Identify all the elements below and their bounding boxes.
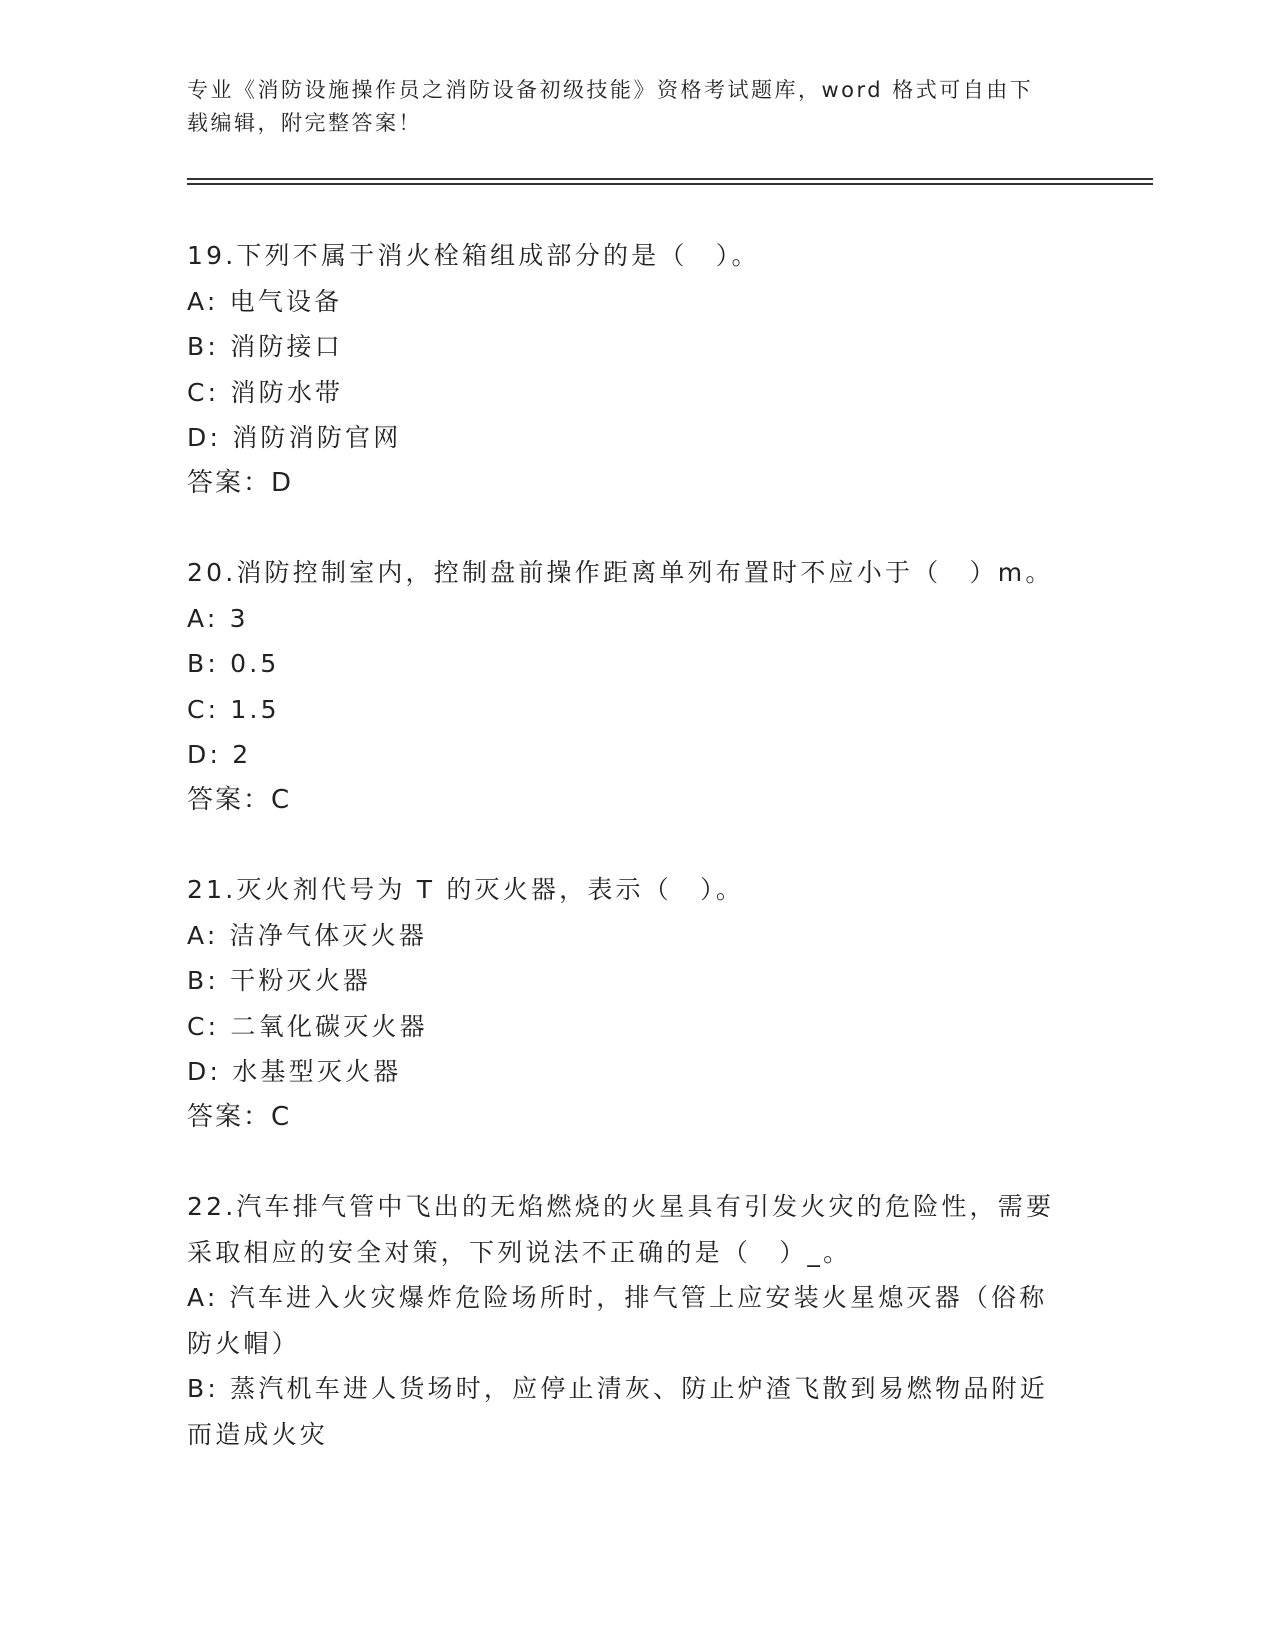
question-stem: 20.消防控制室内，控制盘前操作距离单列布置时不应小于（ ）m。 xyxy=(187,558,1054,587)
option-c: C: 消防水带 xyxy=(187,377,344,407)
answer-value: C xyxy=(271,784,290,815)
answer-line xyxy=(187,461,1087,507)
answer-value: D xyxy=(271,467,292,498)
option-c: C: 二氧化碳灭火器 xyxy=(187,1011,428,1041)
answer-label: 答案： xyxy=(187,1101,272,1132)
option-b-continued: 而造成火灾 xyxy=(187,1419,329,1449)
question-22 xyxy=(187,1184,1087,1457)
option-a-continued: 防火帽） xyxy=(187,1328,300,1358)
option-b: B: 消防接口 xyxy=(187,332,343,361)
option-a: A: 汽车进入火灾爆炸危险场所时，排气管上应安装火星熄灭器（俗称 xyxy=(187,1283,1048,1312)
option-b: B: 干粉灭火器 xyxy=(187,966,372,995)
option-a: A: 电气设备 xyxy=(187,286,343,316)
question-stem: 21.灭火剂代号为 T 的灭火器，表示（ ）。 xyxy=(187,875,745,904)
option-d: D: 2 xyxy=(187,740,252,769)
header-line-2: 载编辑，附完整答案！ xyxy=(187,111,422,135)
question-stem-line-2: 采取相应的安全对策，下列说法不正确的是（ ）_。 xyxy=(187,1237,852,1267)
document-header xyxy=(187,74,1067,140)
answer-label: 答案： xyxy=(187,467,272,498)
header-rule-top xyxy=(187,178,1153,180)
option-d: D: 消防消防官网 xyxy=(187,423,402,452)
option-a: A: 3 xyxy=(187,603,249,633)
header-line-1: 专业《消防设施操作员之消防设备初级技能》资格考试题库，word 格式可自由下 xyxy=(187,78,1034,102)
option-a: A: 洁净气体灭火器 xyxy=(187,920,428,950)
header-rule-bottom xyxy=(187,183,1153,185)
answer-label: 答案： xyxy=(187,784,272,815)
question-list xyxy=(187,233,1087,1501)
answer-line xyxy=(187,778,1087,824)
question-20 xyxy=(187,550,1087,823)
answer-value: C xyxy=(271,1101,290,1132)
question-stem: 19.下列不属于消火栓箱组成部分的是（ ）。 xyxy=(187,241,760,270)
question-19 xyxy=(187,233,1087,506)
question-21 xyxy=(187,867,1087,1140)
answer-line xyxy=(187,1095,1087,1141)
option-d: D: 水基型灭火器 xyxy=(187,1057,402,1086)
option-b: B: 蒸汽机车进人货场时，应停止清灰、防止炉渣飞散到易燃物品附近 xyxy=(187,1374,1048,1403)
question-stem-line-1: 22.汽车排气管中飞出的无焰燃烧的火星具有引发火灾的危险性，需要 xyxy=(187,1192,1055,1221)
option-c: C: 1.5 xyxy=(187,694,280,724)
option-b: B: 0.5 xyxy=(187,649,280,678)
